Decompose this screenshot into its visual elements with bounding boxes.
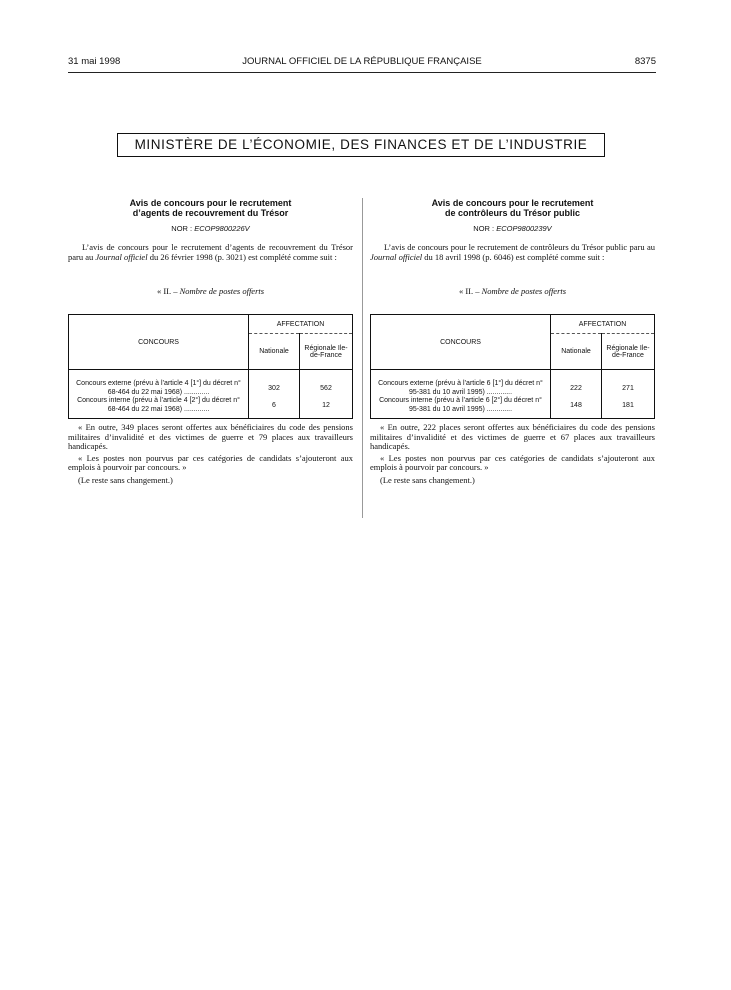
nor-label: NOR : <box>171 224 195 233</box>
col-header-regionale: Régionale Ile-de-France <box>300 334 353 370</box>
section-number: « II. – <box>458 286 482 296</box>
col-header-concours: CONCOURS <box>371 315 551 370</box>
nor-code: ECOP9800226V <box>194 224 250 233</box>
row-nationale: 6 <box>249 397 300 419</box>
header-journal-title: JOURNAL OFFICIEL DE LA RÉPUBLIQUE FRANÇAISE <box>242 56 482 67</box>
body-paragraph: « Les postes non pourvus par ces catégories de candidats s’ajouteront aux emplois à pourvoir par concours. » <box>68 452 353 472</box>
section-title: Nombre de postes offerts <box>179 286 265 296</box>
col-header-nationale: Nationale <box>249 334 300 370</box>
col-header-regionale: Régionale Ile-de-France <box>602 334 655 370</box>
notice-right <box>370 198 655 485</box>
nor-reference <box>370 224 655 233</box>
row-concours: Concours interne (prévu à l’article 6 [2°] du décret n° 95-381 du 10 avril 1995) ............. <box>371 397 551 419</box>
col-header-concours: CONCOURS <box>69 315 249 370</box>
col-header-affectation: AFFECTATION <box>249 315 353 334</box>
body-paragraph: « En outre, 349 places seront offertes aux bénéficiaires du code des pensions militaires d’invalidité et des victimes de guerre et 79 places aux travailleurs handicapés. <box>68 422 353 451</box>
body-paragraph: « En outre, 222 places seront offertes aux bénéficiaires du code des pensions militaires d’invalidité et des victimes de guerre et 67 places aux travailleurs handicapés. <box>370 422 655 451</box>
section-heading <box>370 286 655 296</box>
row-regionale: 271 <box>602 370 655 398</box>
col-header-nationale: Nationale <box>551 334 602 370</box>
intro-paragraph <box>68 243 353 262</box>
journal-name: Journal officiel <box>370 251 423 262</box>
row-nationale: 222 <box>551 370 602 398</box>
notice-title-line: d’agents de recouvrement du Trésor <box>132 208 289 218</box>
nor-code: ECOP9800239V <box>496 224 552 233</box>
body-paragraph: « Les postes non pourvus par ces catégories de candidats s’ajouteront aux emplois à pourvoir par concours. » <box>370 452 655 472</box>
section-number: « II. – <box>156 286 180 296</box>
notice-title <box>68 198 353 218</box>
section-title: Nombre de postes offerts <box>481 286 567 296</box>
row-concours: Concours externe (prévu à l’article 4 [1°] du décret n° 68-464 du 22 mai 1968) ............. <box>69 370 249 398</box>
posts-table <box>370 314 655 419</box>
notice-title-line: Avis de concours pour le recrutement <box>431 198 594 208</box>
notice-title-line: de contrôleurs du Trésor public <box>444 208 581 218</box>
closing-note: (Le reste sans changement.) <box>380 474 475 485</box>
intro-text: du 18 avril 1998 (p. 6046) est complété comme suit : <box>422 251 605 262</box>
row-regionale: 562 <box>300 370 353 398</box>
notice-title <box>370 198 655 218</box>
row-concours: Concours externe (prévu à l’article 6 [1°] du décret n° 95-381 du 10 avril 1995) ............. <box>371 370 551 398</box>
row-concours: Concours interne (prévu à l’article 4 [2°] du décret n° 68-464 du 22 mai 1968) ............. <box>69 397 249 419</box>
intro-text: du 26 février 1998 (p. 3021) est complété comme suit : <box>147 251 337 262</box>
table-row <box>69 370 353 398</box>
section-heading <box>68 286 353 296</box>
column-divider <box>362 198 363 518</box>
row-regionale: 181 <box>602 397 655 419</box>
row-nationale: 302 <box>249 370 300 398</box>
nor-label: NOR : <box>473 224 497 233</box>
header-divider <box>68 72 656 73</box>
notice-title-line: Avis de concours pour le recrutement <box>129 198 292 208</box>
intro-paragraph <box>370 243 655 262</box>
row-regionale: 12 <box>300 397 353 419</box>
table-row <box>69 397 353 419</box>
intro-text: L’avis de concours pour le recrutement de contrôleurs du Trésor public paru au <box>384 242 655 252</box>
table-row <box>371 397 655 419</box>
header-page-number: 8375 <box>634 56 656 67</box>
row-nationale: 148 <box>551 397 602 419</box>
posts-table <box>68 314 353 419</box>
page-header <box>68 56 656 70</box>
ministry-banner: MINISTÈRE DE L’ÉCONOMIE, DES FINANCES ET DE L’INDUSTRIE <box>117 133 605 157</box>
table-row <box>371 370 655 398</box>
nor-reference <box>68 224 353 233</box>
col-header-affectation: AFFECTATION <box>551 315 655 334</box>
journal-name: Journal officiel <box>95 251 148 262</box>
closing-note: (Le reste sans changement.) <box>78 474 173 485</box>
header-date: 31 mai 1998 <box>68 56 121 67</box>
intro-text: L’avis de concours pour le recrutement d’agents de recouvrement du Trésor paru au <box>68 242 353 262</box>
notice-left <box>68 198 353 485</box>
